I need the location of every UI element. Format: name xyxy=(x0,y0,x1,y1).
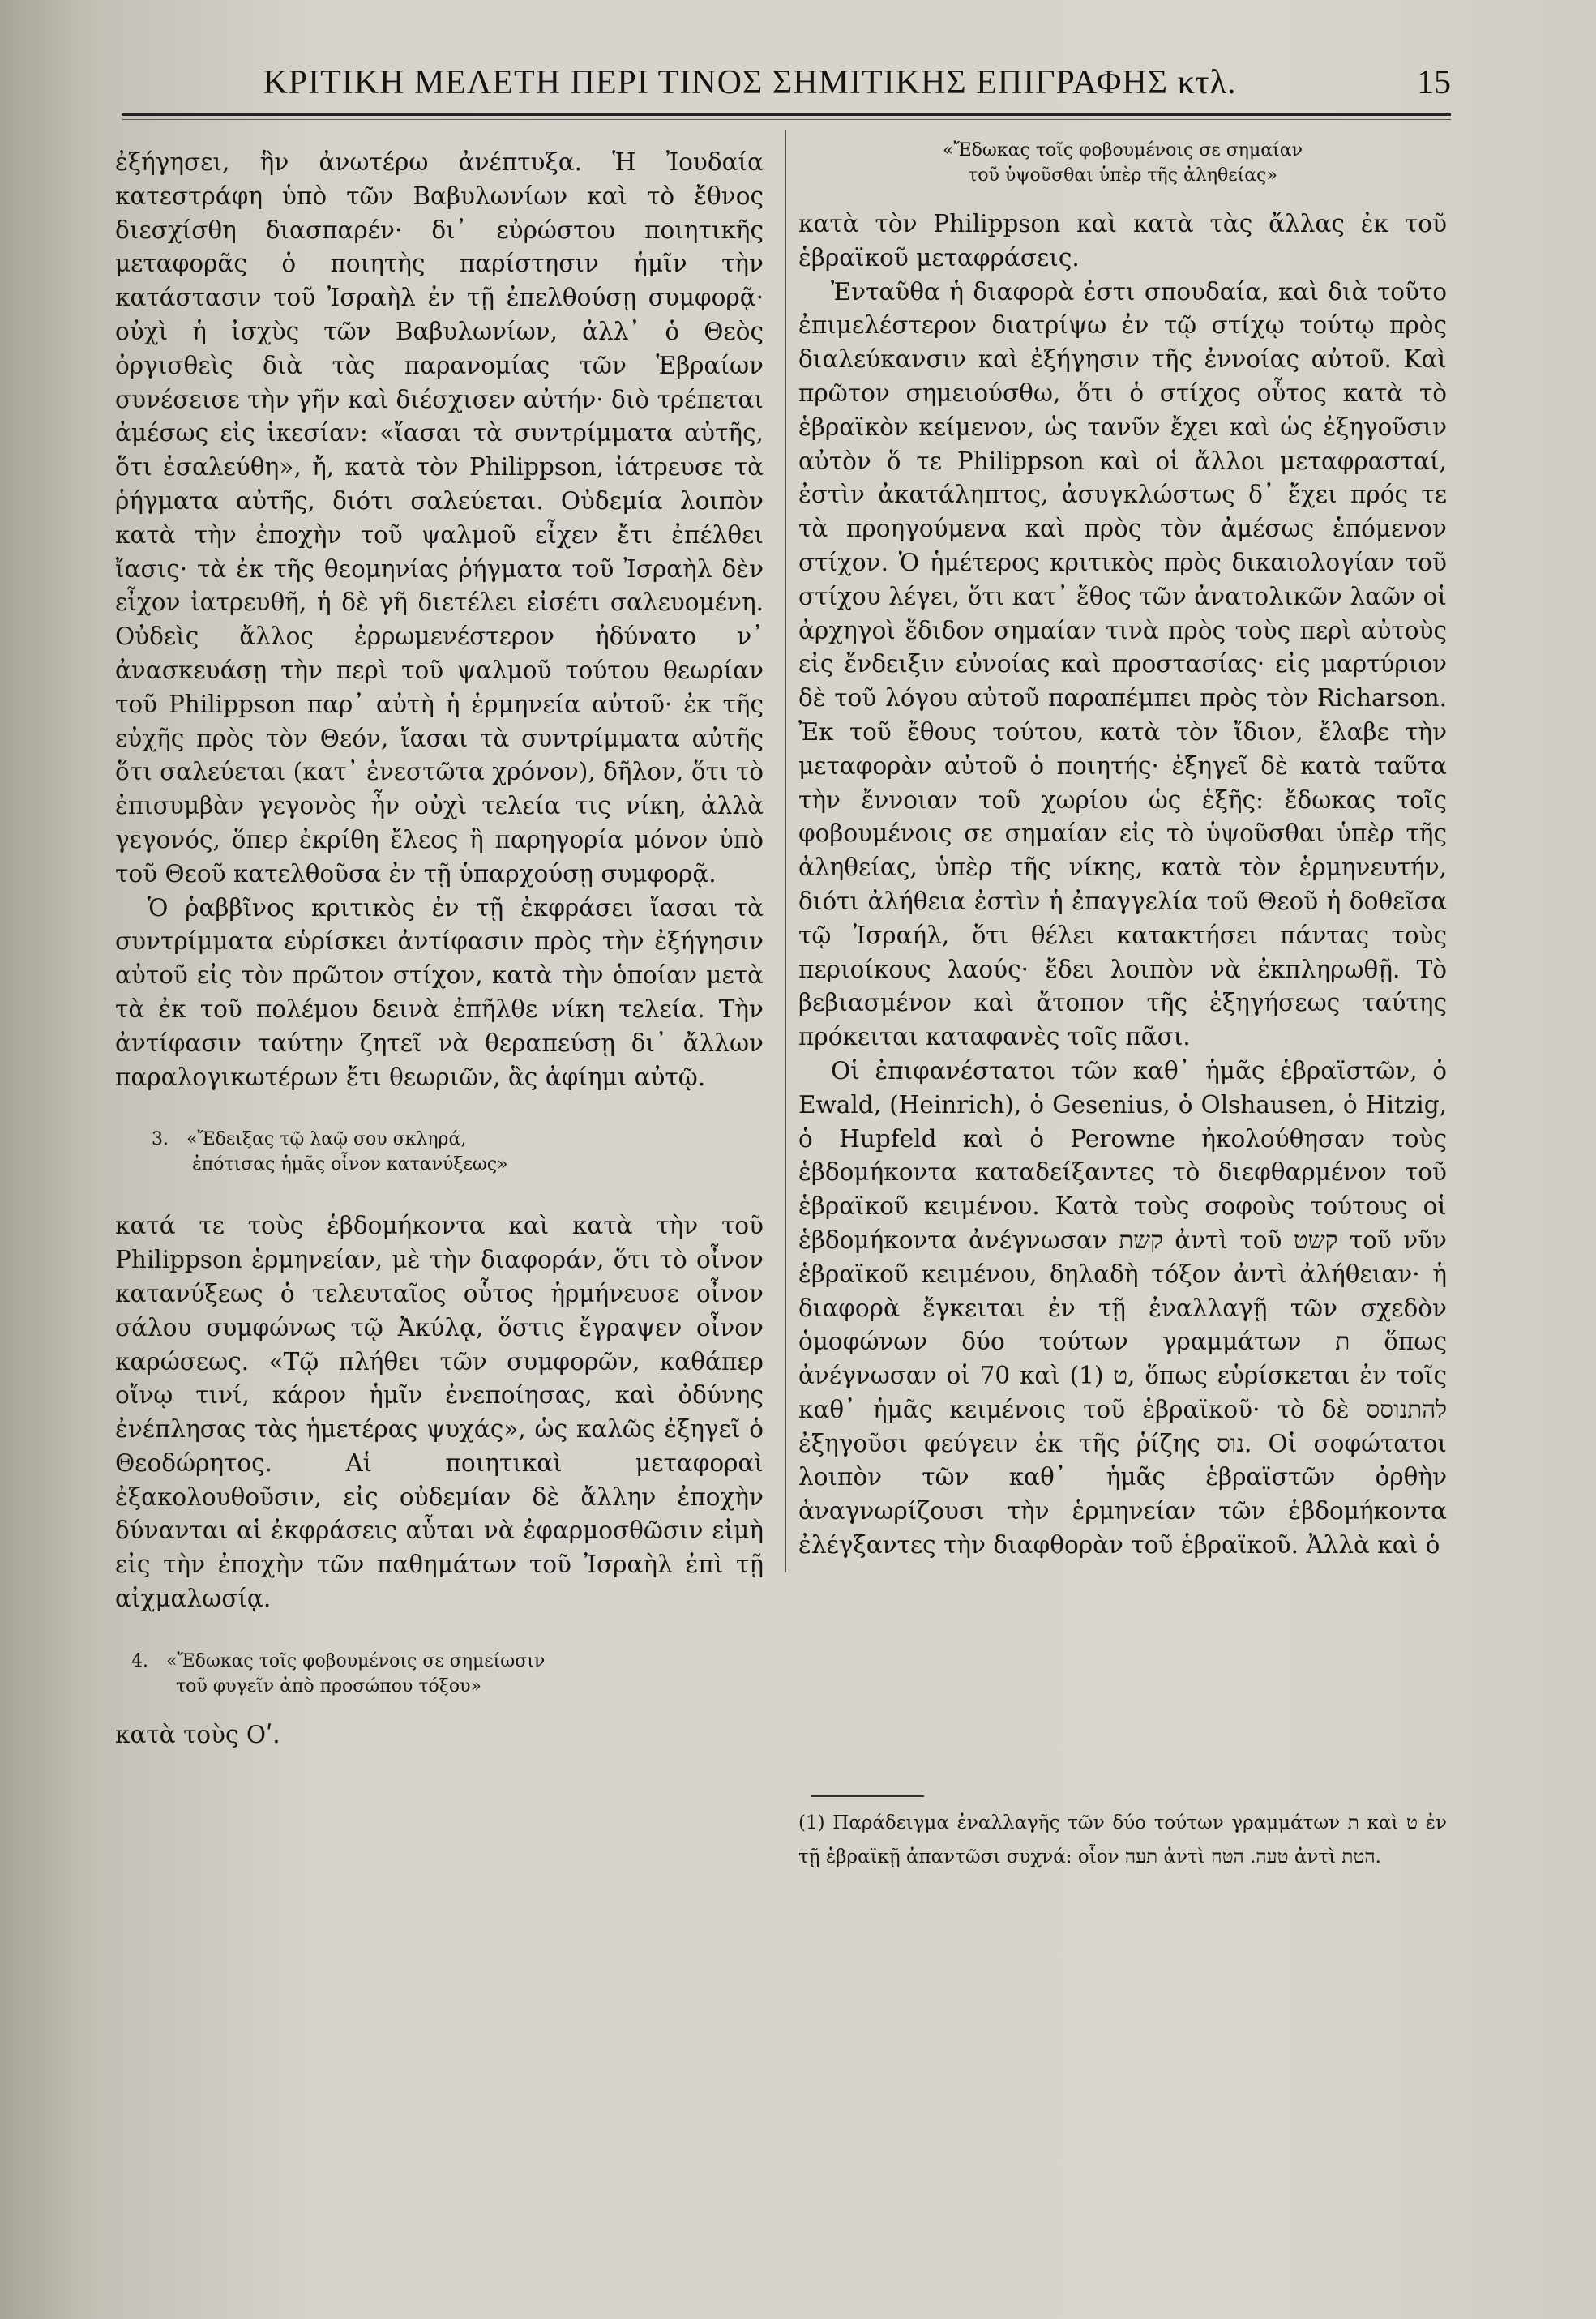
footnote-rule xyxy=(811,1795,924,1797)
quote-3-line-2: ἐπότισας ἡμᾶς οἶνον κατανύξεως» xyxy=(192,1154,508,1175)
left-paragraph-2: Ὁ ῥαββῖνος κριτικὸς ἐν τῇ ἐκφράσει ἴασαι τὰ συντρίμματα εὑρίσκει ἀντίφασιν πρὸς τὴν ἐξήγησιν αὐτοῦ εἰς τὸν πρῶτον στίχον, κατὰ τὴν ὁποίαν μετὰ τὰ ἐκ τοῦ πολέμου δεινὰ ἐπῆλθε νίκη τελεία. Τὴν ἀντίφασιν ταύτην ζητεῖ νὰ θεραπεύσῃ δι᾽ ἄλλων παραλογικωτέρων ἔτι θεωριῶν, ἃς ἀφίημι αὐτῷ. xyxy=(115,893,764,1091)
column-divider xyxy=(785,130,786,1572)
right-quote-line-2: τοῦ ὑψοῦσθαι ὑπὲρ τῆς ἀληθείας» xyxy=(968,165,1277,186)
right-column xyxy=(798,138,1447,1563)
left-paragraph-4: κατὰ τοὺς Οʹ. xyxy=(115,1720,280,1748)
header-rule xyxy=(122,113,1451,116)
quote-4-line-2: τοῦ φυγεῖν ἀπὸ προσώπου τόξου» xyxy=(176,1675,481,1696)
right-paragraph-2: Ἐνταῦθα ἡ διαφορὰ ἐστι σπουδαία, καὶ διὰ τοῦτο ἐπιμελέστερον διατρίψω ἐν τῷ στίχῳ τούτῳ πρὸς διαλεύκανσιν καὶ ἐξήγησιν τῆς ἐννοίας αὐτοῦ. Καὶ πρῶτον σημειούσθω, ὅτι ὁ στίχος οὗτος κατὰ τὸ ἑβραϊκὸν κείμενον, ὡς τανῦν ἔχει καὶ ὡς ἐξηγοῦσιν αὐτὸν ὅ τε Philippson καὶ οἱ ἄλλοι μεταφρασταί, ἐστὶν ἀκατάληπτος, ἀσυγκλώστως δ᾽ ἔχει πρός τε τὰ προηγούμενα καὶ πρὸς τὸν ἀμέσως ἑπόμενον στίχον. Ὁ ἡμέτερος κριτικὸς πρὸς δικαιολογίαν τοῦ στίχου λέγει, ὅτι κατ᾽ ἔθος τῶν ἀνατολικῶν λαῶν οἱ ἀρχηγοὶ ἔδιδον σημαίαν τινὰ πρὸς τοὺς περὶ αὐτοὺς εἰς ἔνδειξιν εὐνοίας καὶ προστασίας· εἰς μαρτύριον δὲ τοῦ λόγου αὐτοῦ παραπέμπει πρὸς τὸν Richarson. Ἐκ τοῦ ἔθους τούτου, κατὰ τὸν ἴδιον, ἔλαβε τὴν μεταφορὰν αὐτοῦ ὁ ποιητής· ἐξηγεῖ δὲ κατὰ ταῦτα τὴν ἔννοιαν τοῦ χωρίου ὡς ἑξῆς: ἔδωκας τοῖς φοβουμένοις σε σημαίαν εἰς τὸ ὑψοῦσθαι ὑπὲρ τῆς ἀληθείας, ὑπὲρ τῆς νίκης, κατὰ τὸν ἑρμηνευτήν, διότι ἀλήθεια ἐστὶν ἡ ἐπαγγελία τοῦ Θεοῦ ἡ δοθεῖσα τῷ Ἰσραήλ, ὅτι θέλει κατακτήσει πάντας τοὺς περιοίκους λαούς· ἔδει λοιπὸν νὰ ἐκπληρωθῇ. Τὸ βεβιασμένον καὶ ἄτοπον τῆς ἐξηγήσεως ταύτης πρόκειται καταφανὲς τοῖς πᾶσι. xyxy=(798,277,1447,1051)
header-title: ΚΡΙΤΙΚΗ ΜΕΛΕΤΗ ΠΕΡΙ ΤΙΝΟΣ ΣΗΜΙΤΙΚΗΣ ΕΠΙΓΡΑΦΗΣ κτλ. xyxy=(263,64,1237,101)
quote-3-number: 3. xyxy=(152,1129,169,1150)
left-paragraph-1: ἐξήγησει, ἣν ἀνωτέρω ἀνέπτυξα. Ἡ Ἰουδαία κατεστράφη ὑπὸ τῶν Βαβυλωνίων καὶ τὸ ἔθνος διεσχίσθη διασπαρέν· δι᾽ εὐρώστου ποιητικῆς μεταφορᾶς ὁ ποιητὴς παρίστησιν ἡμῖν τὴν κατάστασιν τοῦ Ἰσραὴλ ἐν τῇ ἐπελθούσῃ συμφορᾷ· οὐχὶ ἡ ἰσχὺς τῶν Βαβυλωνίων, ἀλλ᾽ ὁ Θεὸς ὀργισθεὶς διὰ τὰς παρανομίας τῶν Ἑβραίων συνέσεισε τὴν γῆν καὶ διέσχισεν αὐτήν· διὸ τρέπεται ἀμέσως εἰς ἱκεσίαν: «ἴασαι τὰ συντρίμματα αὐτῆς, ὅτι ἐσαλεύθη», ἤ, κατὰ τὸν Philippson, ἰάτρευσε τὰ ῥήγματα αὐτῆς, διότι σαλεύεται. Οὐδεμία λοιπὸν κατὰ τὴν ἐποχὴν τοῦ ψαλμοῦ εἶχεν ἔτι ἐπέλθει ἴασις· τὰ ἐκ τῆς θεομηνίας ῥήγματα τοῦ Ἰσραὴλ δὲν εἶχον ἰατρευθῆ, ἡ δὲ γῆ διετέλει εἰσέτι σαλευομένη. Οὐδεὶς ἄλλος ἐρρωμενέστερον ἠδύνατο ν᾽ ἀνασκευάσῃ τὴν περὶ τοῦ ψαλμοῦ τούτου θεωρίαν τοῦ Philippson παρ᾽ αὐτὴ ἡ ἑρμηνεία αὐτοῦ· ἐκ τῆς εὐχῆς πρὸς τὸν Θεόν, ἴασαι τὰ συντρίμματα αὐτῆς ὅτι σαλεύεται (κατ᾽ ἐνεστῶτα χρόνον), δῆλον, ὅτι τὸ ἐπισυμβὰν γεγονὸς ἦν οὐχὶ τελεία τις νίκη, ἀλλὰ γεγονός, ὅπερ ἐκρίθη ἔλεος ἢ παρηγορία μόνον ὑπὸ τοῦ Θεοῦ κατελθοῦσα ἐν τῇ ὑπαρχούσῃ συμφορᾷ. xyxy=(115,148,764,888)
left-column xyxy=(115,146,764,1752)
running-header xyxy=(122,63,1451,112)
quote-4-number: 4. xyxy=(131,1650,148,1671)
page-number: 15 xyxy=(1417,64,1451,101)
header-rule-thin xyxy=(122,119,1451,120)
right-quote-line-1: «Ἔδωκας τοῖς φοβουμένοις σε σημαίαν xyxy=(943,140,1303,160)
footnote: (1) Παράδειγμα ἐναλλαγῆς τῶν δύο τούτων γραμμάτων ת καὶ ט ἐν τῇ ἑβραϊκῇ ἀπαντῶσι συχνά: οἷον תעה ἀντὶ טעה. הטח ἀντὶ הטת. xyxy=(798,1812,1447,1868)
quote-4-line-1: 4. «Ἔδωκας τοῖς φοβουμένοις σε σημείωσιν xyxy=(115,1649,764,1674)
left-paragraph-3: κατά τε τοὺς ἑβδομήκοντα καὶ κατὰ τὴν τοῦ Philippson ἑρμηνείαν, μὲ τὴν διαφοράν, ὅτι τὸ οἶνον κατανύξεως ὁ τελευταῖος οὗτος ἡρμήνευσε οἶνον σάλου συμφώνως τῷ Ἀκύλᾳ, ὅστις ἔγραψεν οἶνον καρώσεως. «Τῷ πλήθει τῶν συμφορῶν, καθάπερ οἴνῳ τινί, κάρον ἡμῖν ἐνεποίησας, καὶ ὀδύνης ἐνέπλησας τὰς ἡμετέρας ψυχάς», ὡς καλῶς ἐξηγεῖ ὁ Θεοδώρητος. Αἱ ποιητικαὶ μεταφοραὶ ἐξακολουθοῦσιν, εἰς οὐδεμίαν δὲ ἄλλην ἐποχὴν δύνανται αἱ ἐκφράσεις αὗται νὰ ἐφαρμοσθῶσιν εἰμὴ εἰς τὴν ἐποχὴν τῶν παθημάτων τοῦ Ἰσραὴλ ἐπὶ τῇ αἰχμαλωσίᾳ. xyxy=(115,1212,764,1613)
right-paragraph-3: Οἱ ἐπιφανέστατοι τῶν καθ᾽ ἡμᾶς ἑβραϊστῶν, ὁ Ewald, (Heinrich), ὁ Gesenius, ὁ Olshausen, ὁ Hitzig, ὁ Hupfeld καὶ ὁ Perowne ἠκολούθησαν τοὺς ἑβδομήκοντα καταδείξαντες τὸ διεφθαρμένον τοῦ ἑβραϊκοῦ κειμένου. Κατὰ τοὺς σοφοὺς τούτους οἱ ἑβδομήκοντα ἀνέγνωσαν קשת ἀντὶ τοῦ קשט τοῦ νῦν ἑβραϊκοῦ κειμένου, δηλαδὴ τόξον ἀντὶ ἀλήθειαν· ἡ διαφορὰ ἔγκειται ἐν τῇ ἐναλλαγῇ τῶν σχεδὸν ὁμοφώνων δύο τούτων γραμμάτων ת ὅπως ἀνέγνωσαν οἱ 70 καὶ ט (1), ὅπως εὑρίσκεται ἐν τοῖς καθ᾽ ἡμᾶς κειμένοις τοῦ ἑβραϊκοῦ· τὸ δὲ להתנוסס ἐξηγοῦσι φεύγειν ἐκ τῆς ῥίζης נוס. Οἱ σοφώτατοι λοιπὸν τῶν καθ᾽ ἡμᾶς ἑβραϊστῶν ὀρθὴν ἀναγνωρίζουσι τὴν ἑρμηνείαν τῶν ἑβδομήκοντα ἐλέγξαντες τὴν διαφθορὰν τοῦ ἑβραϊκοῦ. Ἀλλὰ καὶ ὁ xyxy=(798,1056,1447,1560)
right-paragraph-1: κατὰ τὸν Philippson καὶ κατὰ τὰς ἄλλας ἐκ τοῦ ἑβραϊκοῦ μεταφράσεις. xyxy=(798,210,1447,272)
quote-3-line-1: 3. «Ἔδειξας τῷ λαῷ σου σκληρά, xyxy=(115,1127,764,1152)
